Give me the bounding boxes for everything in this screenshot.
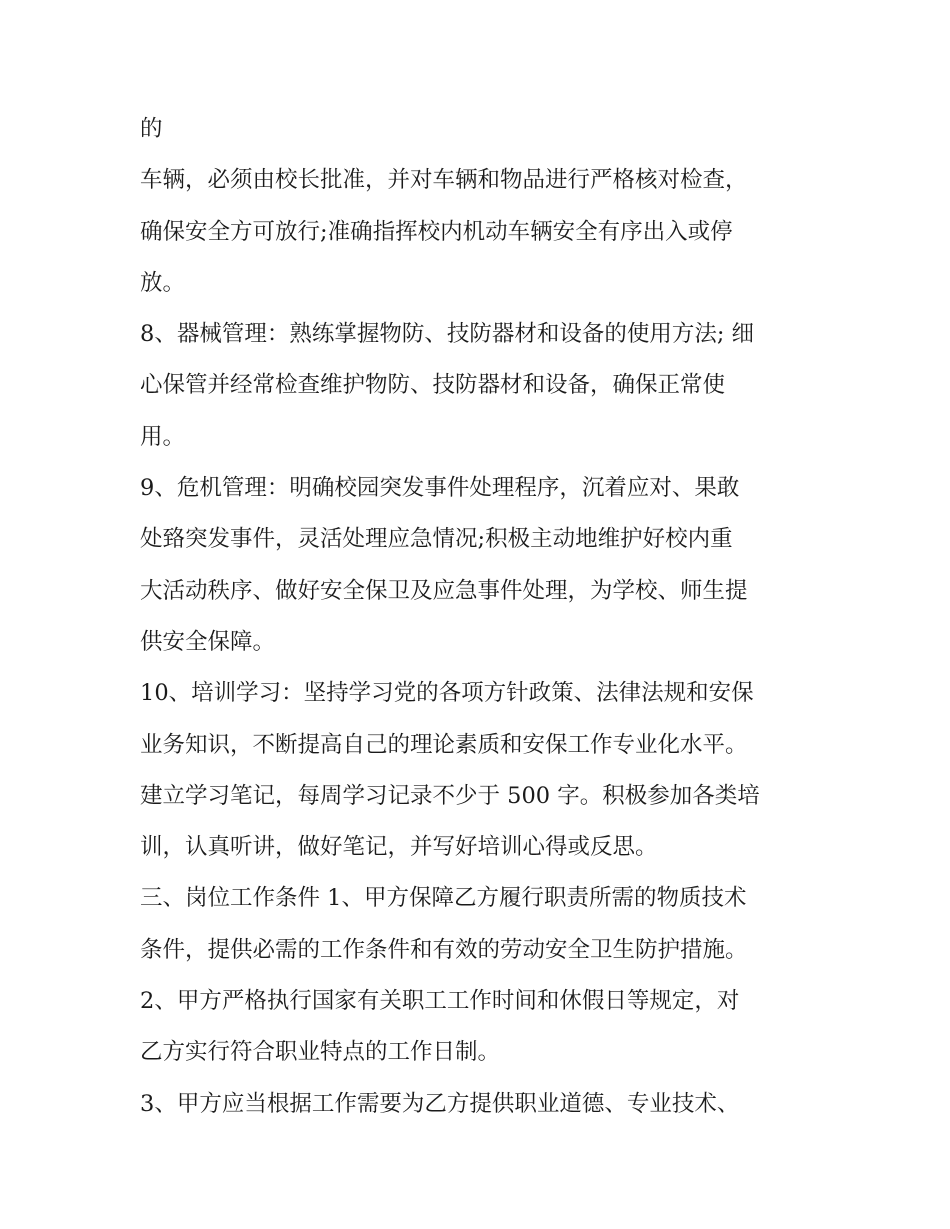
- text-line: 建立学习笔记，每周学习记录不少于 500 字。积极参加各类培: [140, 782, 760, 809]
- text-line: 乙方实行符合职业特点的工作日制。: [140, 1039, 501, 1066]
- text-line: 业务知识，不断提高自己的理论素质和安保工作专业化水平。: [140, 731, 748, 758]
- text-line: 处臵突发事件，灵活处理应急情况;积极主动地维护好校内重: [140, 526, 733, 553]
- text-line: 2、甲方严格执行国家有关职工工作时间和休假日等规定，对: [140, 988, 740, 1015]
- text-line: 条件，提供必需的工作条件和有效的劳动安全卫生防护措施。: [140, 936, 748, 963]
- text-line: 9、危机管理：明确校园突发事件处理程序，沉着应对、果敢: [140, 475, 740, 502]
- text-line: 心保管并经常检查维护物防、技防器材和设备，确保正常使: [140, 372, 726, 399]
- text-line: 8、器械管理：熟练掌握物防、技防器材和设备的使用方法; 细: [140, 321, 755, 348]
- text-line: 三、岗位工作条件 1、甲方保障乙方履行职责所需的物质技术: [140, 885, 747, 912]
- text-line: 用。: [140, 423, 186, 450]
- text-line: 3、甲方应当根据工作需要为乙方提供职业道德、专业技术、: [140, 1090, 740, 1117]
- text-line: 确保安全方可放行;准确指挥校内机动车辆安全有序出入或停: [140, 218, 733, 245]
- text-line: 训，认真听讲，做好笔记，并写好培训心得或反思。: [140, 834, 658, 861]
- text-line: 10、培训学习：坚持学习党的各项方针政策、法律法规和安保: [140, 680, 754, 707]
- text-line: 大活动秩序、做好安全保卫及应急事件处理，为学校、师生提: [140, 577, 748, 604]
- text-line: 放。: [140, 269, 186, 296]
- text-line: 供安全保障。: [140, 628, 276, 655]
- document-body: [140, 104, 830, 1130]
- text-line: 的: [140, 116, 163, 142]
- text-line: 车辆，必须由校长批准，并对车辆和物品进行严格核对检查，: [140, 167, 748, 194]
